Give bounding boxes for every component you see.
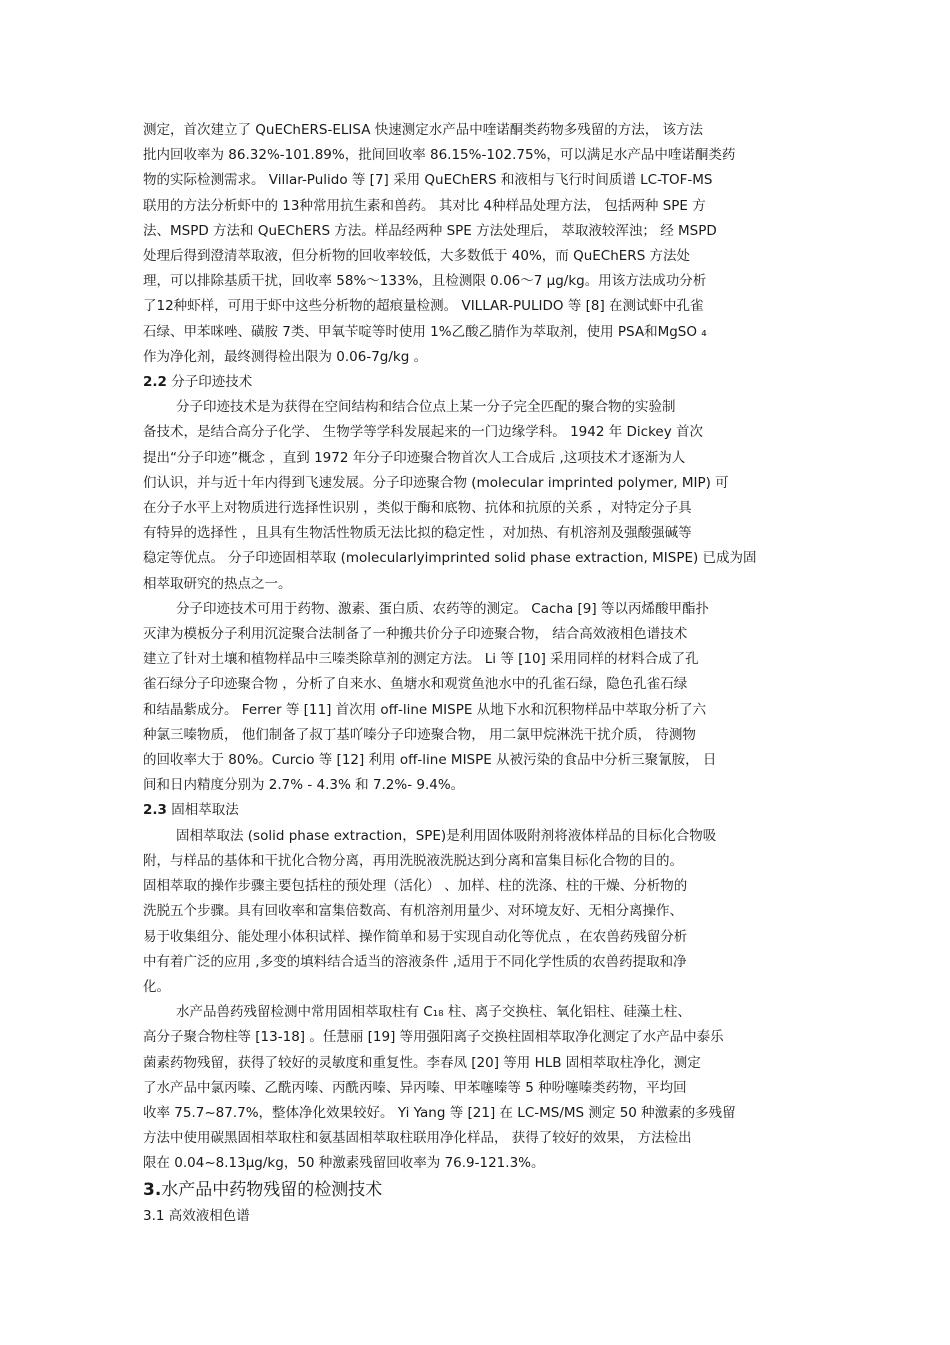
text-line: 备技术，是结合高分子化学、 生物学等学科发展起来的一门边缘学科。 1942 年 Dickey 首次 [143,424,704,441]
text-line: 高分子聚合物柱等 [13-18] 。任慧丽 [19] 等用强阳离子交换柱固相萃取净化测定了水产品中泰乐 [143,1029,724,1046]
chapter-title: 水产品中药物残留的检测技术 [161,1179,383,1200]
paragraph-quechers [143,118,808,370]
chapter-heading-3 [143,1177,808,1203]
text-line: 建立了针对土壤和植物样品中三嗪类除草剂的测定方法。 Li 等 [10] 采用同样的材料合成了孔 [143,651,699,668]
text-line: 法、MSPD 方法和 QuEChERS 方法。样品经两种 SPE 方法处理后， 萃取液较浑浊； 经 MSPD [143,222,717,239]
text-line: 灭津为模板分子利用沉淀聚合法制备了一种搬共价分子印迹聚合物， 结合高效液相色谱技术 [143,626,688,643]
text-line: 联用的方法分析虾中的 13种常用抗生素和兽药。 其对比 4种样品处理方法， 包括两种 SPE 方 [143,197,706,214]
section-title: 固相萃取法 [166,802,239,819]
text-line: 在分子水平上对物质进行选择性识别 ，类似于酶和底物、抗体和抗原的关系 ，对特定分子具 [143,500,692,517]
section-title: 3.1 高效液相色谱 [143,1207,250,1224]
section-heading-2-3 [143,798,808,823]
text-line: 了水产品中氯丙嗪、乙酰丙嗪、丙酰丙嗪、异丙嗪、甲苯噻嗪等 5 种吩噻嗪类药物，平均回 [143,1079,687,1096]
text-line: 作为净化剂，最终测得检出限为 0.06-7g/kg 。 [143,348,428,365]
section-number: 2.3 [143,802,167,819]
text-line: 种氯三嗪物质， 他们制备了叔丁基吖嗪分子印迹聚合物， 用二氯甲烷淋洗干扰介质， 待测物 [143,726,696,743]
text-line: 有特异的选择性 ，且具有生物活性物质无法比拟的稳定性 ，对加热、有机溶剂及强酸强碱等 [143,525,692,542]
paragraph-spe-applications [143,1000,808,1176]
section-number: 2.2 [143,374,167,391]
text-line: 了12种虾样，可用于虾中这些分析物的超痕量检测。 VILLAR-PULIDO 等 [8] 在测试虾中孔雀 [143,298,704,315]
text-line: 固相萃取的操作步骤主要包括柱的预处理（活化） 、加样、柱的洗涤、柱的干燥、分析物的 [143,878,688,895]
text-line: 固相萃取法 (solid phase extraction，SPE)是利用固体吸附剂将液体样品的目标化合物吸 [176,827,717,844]
text-line: 收率 75.7~87.7%，整体净化效果较好。 Yi Yang 等 [21] 在 LC-MS/MS 测定 50 种激素的多残留 [143,1104,736,1121]
document-page [143,118,808,1229]
text-line: 们认识，并与近十年内得到飞速发展。分子印迹聚合物 (molecular imprinted polymer, MIP) 可 [143,474,729,491]
text-line: 间和日内精度分别为 2.7% - 4.3% 和 7.2%- 9.4%。 [143,777,465,794]
text-line: 方法中使用碳黑固相萃取柱和氨基固相萃取柱联用净化样品， 获得了较好的效果， 方法检出 [143,1130,692,1147]
text-line: 处理后得到澄清萃取液，但分析物的回收率较低，大多数低于 40%，而 QuEChERS 方法处 [143,248,691,265]
text-line: 易于收集组分、能处理小体积试样、操作简单和易于实现自动化等优点 ，在农兽药残留分析 [143,928,688,945]
paragraph-spe-intro [143,824,808,1000]
text-line: 和结晶紫成分。 Ferrer 等 [11] 首次用 off-line MISPE 从地下水和沉积物样品中萃取分析了六 [143,701,707,718]
text-line: 测定，首次建立了 QuEChERS-ELISA 快速测定水产品中喹诺酮类药物多残留的方法， 该方法 [143,122,704,138]
chapter-number: 3. [143,1179,162,1200]
text-line: 物的实际检测需求。 Villar-Pulido 等 [7] 采用 QuEChERS 和液相与飞行时间质谱 LC-TOF-MS [143,172,713,189]
text-line: 相萃取研究的热点之一。 [143,575,292,592]
text-line: 提出“分子印迹”概念 ，直到 1972 年分子印迹聚合物首次人工合成后 ,这项技术才逐渐为人 [143,449,686,466]
text-line: 分子印迹技术是为获得在空间结构和结合位点上某一分子完全匹配的聚合物的实验制 [176,399,676,416]
section-heading-2-2 [143,370,808,395]
text-line: 中有着广泛的应用 ,多变的填料结合适当的溶液条件 ,适用于不同化学性质的农兽药提取和净 [143,953,687,970]
text-line: 石绿、甲苯咪唑、磺胺 7类、甲氧苄啶等时使用 1%乙酸乙腈作为萃取剂，使用 PSA和MgSO ₄ [143,323,707,340]
paragraph-mip-intro [143,395,808,597]
text-line: 菌素药物残留，获得了较好的灵敏度和重复性。李春凤 [20] 等用 HLB 固相萃取柱净化，测定 [143,1054,701,1071]
text-line: 限在 0.04~8.13μg/kg，50 种激素残留回收率为 76.9-121.3%。 [143,1155,545,1172]
text-line: 稳定等优点。 分子印迹固相萃取 (molecularlyimprinted solid phase extraction, MISPE) 已成为固 [143,550,757,567]
section-title: 分子印迹技术 [166,374,253,391]
text-line: 分子印迹技术可用于药物、激素、蛋白质、农药等的测定。 Cacha [9] 等以丙烯酸甲酯扑 [176,600,709,617]
text-line: 化。 [143,978,170,995]
section-heading-3-1 [143,1203,808,1229]
text-line: 水产品兽药残留检测中常用固相萃取柱有 C₁₈ 柱、离子交换柱、氧化铝柱、硅藻土柱、 [176,1004,691,1021]
text-line: 洗脱五个步骤。具有回收率和富集倍数高、有机溶剂用量少、对环境友好、无相分离操作、 [143,903,683,920]
text-line: 理，可以排除基质干扰，回收率 58%～133%，且检测限 0.06～7 μg/kg。用该方法成功分析 [143,273,707,290]
text-line: 附，与样品的基体和干扰化合物分离，再用洗脱液洗脱达到分离和富集目标化合物的目的。 [143,852,683,869]
text-line: 的回收率大于 80%。Curcio 等 [12] 利用 off-line MISPE 从被污染的食品中分析三聚氰胺， 日 [143,752,717,769]
text-line: 雀石绿分子印迹聚合物 ，分析了自来水、鱼塘水和观赏鱼池水中的孔雀石绿，隐色孔雀石绿 [143,676,688,693]
text-line: 批内回收率为 86.32%-101.89%，批间回收率 86.15%-102.75%，可以满足水产品中喹诺酮类药 [143,147,736,164]
paragraph-mip-applications [143,597,808,799]
